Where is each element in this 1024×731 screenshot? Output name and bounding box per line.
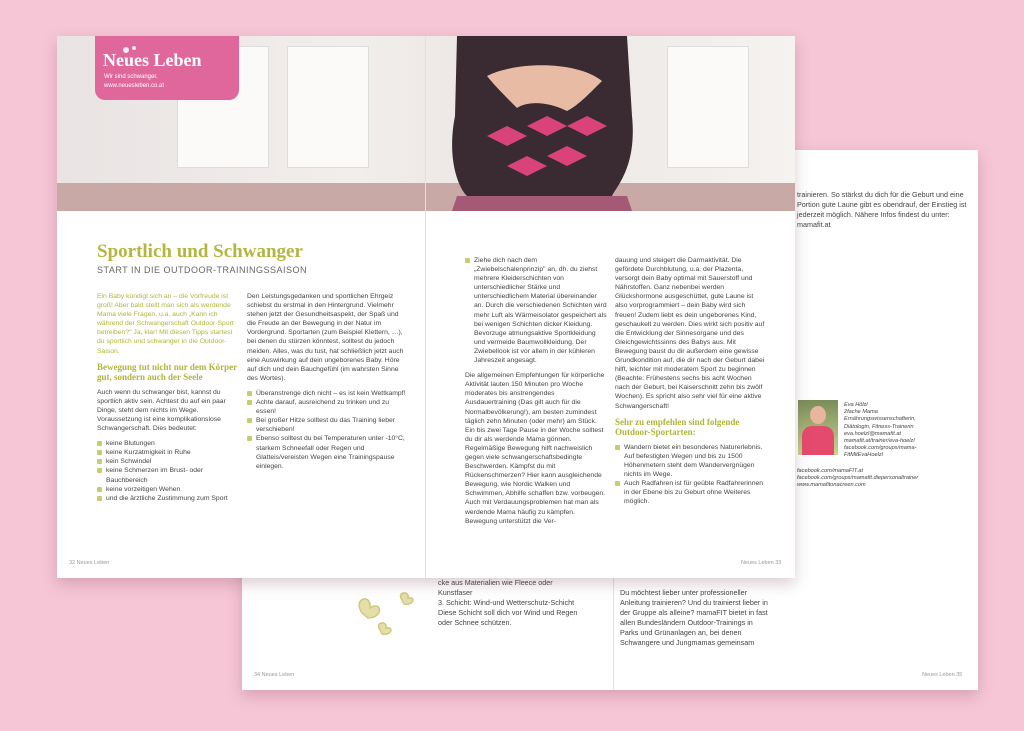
back-top-text: trainieren. So stärkst du dich für die Geburt und eine Portion gute Laune gibt es obendrauf, der Einstieg ist jederzeit möglich. Nähere Infos findest du unter: mamafit.at [797, 190, 967, 229]
folio-right: Neues Leben 35 [922, 672, 963, 678]
folio-left: 34 Neues Leben [254, 672, 295, 678]
body-text: Den Leistungsgedanken und sportlichen Ehrgeiz schiebst du erstmal in den Hintergrund. Vielmehr stehen jetzt der Gesundheitsaspekt, der Spaß und die Freude an der Bewegung in der Natur im Vordergrund. Sportarten (zum Beispiel Klettern, …), bei denen du stürzen könntest, solltest du jedoch meiden. Alles, was du tust, hat schließlich jetzt auch eine Auswirkung auf dein ungeborenes Baby. Höre auf dich und dein Bauchgefühl (im wahrsten Sinne des Wortes). [247, 293, 404, 382]
section-heading: Bewegung tut nicht nur dem Körper gut, sondern auch der Seele [97, 361, 237, 382]
section-heading: Sehr zu empfehlen sind folgende Outdoor-Sportarten: [615, 416, 740, 437]
list-item: kein Schwindel [97, 457, 239, 466]
list-item: und die ärztliche Zustimmung zum Sport [97, 494, 239, 503]
body-text: Auch wenn du schwanger bist, kannst du sportlich aktiv sein. Achtest du auf ein paar Dinge, steht dem nichts im Wege. Voraussetzung ist eine komplikationslose Schwangerschaft. Dies bedeutet: [97, 388, 226, 433]
clothing-list [465, 256, 607, 365]
bio-line: mamafit.at/trainer/eva-hoelzl [844, 438, 915, 445]
list-item: Ziehe dich nach dem „Zwiebelschalenprinzip" an, dh. du ziehst mehrere Kleiderschichten von unterschiedlicher Stärke und unterschiedlichem Material übereinander an. Durch die verschiedenen Schichten wird mehr Luft als Wärmeisolator gespeichert als bei wenigen Schichten dicker Kleidung. Bevorzuge atmungsaktive Sportkleidung und vermeide Baumwollkleidung. Der Zwiebellook ist vor allem in der kühleren Jahreszeit angesagt. [465, 256, 607, 365]
list-item: Auch Radfahren ist für geübte Radfahrerinnen in der Ebene bis zu Geburt ohne Weiteres möglich. [615, 479, 765, 506]
flower-ornament-icon [342, 588, 432, 648]
bio-line: eva.hoelzl@mamafit.at [844, 430, 901, 437]
social-links [797, 468, 967, 490]
intro-text: Ein Baby kündigt sich an – die Vorfreude ist groß! Aber bald stellt man sich als werdende Mama viele Fragen, u.a. auch „Kann ich während der Schwangerschaft Outdoor-Sport betreiben?" Ja, klar! Mit diesen Tipps startest du sportlich und schwanger in die Outdoor-Saison. [97, 293, 234, 355]
list-item: Achte darauf, ausreichend zu trinken und zu essen! [247, 398, 407, 416]
list-item: Ebenso solltest du bei Temperaturen unter -10°C, starkem Schneefall oder Regen und Glatteis/vereisten Wegen eine Trainingspause einlegen. [247, 434, 407, 470]
link-text[interactable]: facebook.com/mamaFIT.at [797, 468, 864, 474]
bio-line: FitMitEvaHoelzl [844, 452, 883, 459]
body-text: Die allgemeinen Empfehlungen für körperliche Aktivität lauten 150 Minuten pro Woche moderates bis anstrengendes Ausdauertraining (Das gilt auch für die Normalbevölkerung!), am besten zumindest täglich zehn Minuten (oder mehr) am Stück. Ein bis zwei Tage Pause in der Woche solltest du dir als werdende Mama gönnen. Regelmäßige Bewegung hilft nachweislich gegen viele schwangerschaftsbedingte Beschwerden. Kämpfst du mit Rückenschmerzen? Hier kann ausgleichende Bewegung, wie Nordic Walken und Schwimmen, Abhilfe schaffen bzw. vorbeugen. Auch mit Verdauungsproblemen hat man als werdende Mama häufig zu kämpfen. Bewegung unterstützt die Ver- [465, 372, 606, 525]
article-subtitle: START IN DIE OUTDOOR-TRAININGSSAISON [97, 265, 308, 275]
requirements-list [97, 439, 239, 503]
list-item: Bei großer Hitze solltest du das Training lieber verschieben! [247, 416, 407, 434]
article-title: Sportlich und Schwanger [97, 241, 303, 262]
link-text[interactable]: facebook.com/groups/mamafit.diepersonaltrainer [797, 475, 919, 482]
list-item: keine Kurzatmigkeit in Ruhe [97, 448, 239, 457]
column-4 [615, 256, 765, 512]
list-item: Überanstrenge dich nicht – es ist kein Wettkampf! [247, 389, 407, 398]
front-spine [425, 36, 426, 578]
list-item: keine Blutungen [97, 439, 239, 448]
pregnant-woman-image [427, 36, 657, 211]
bio-line: Diätologin, Fitness-Trainerin [844, 423, 914, 430]
tips-list [247, 389, 407, 471]
bio-line: facebook.com/groups/mama- [844, 445, 917, 452]
brand-name: Neues Leben [103, 50, 202, 70]
sports-list [615, 443, 765, 507]
author-photo [798, 400, 838, 455]
folio-right: Neues Leben 33 [741, 560, 782, 566]
column-3 [465, 256, 607, 532]
brand-tagline: Wir sind schwanger. [104, 74, 158, 80]
list-item: keine vorzeitigen Wehen [97, 485, 239, 494]
back-right-text: Du möchtest lieber unter professioneller Anleitung trainieren? Und du trainierst lieber in der Gruppe als alleine? mamaFIT bietet in fast allen Bundesländern Outdoor-Trainings in Parks und Grünanlagen an, bei denen Schwangere und Jungmamas gemeinsam [620, 588, 768, 647]
front-page-spread [57, 36, 795, 578]
author-bio [844, 402, 964, 460]
back-left-text [438, 578, 578, 628]
column-1 [97, 292, 239, 509]
magazine-logo [95, 36, 239, 100]
author-name: Eva Hölzl [844, 402, 868, 408]
list-item: Wandern bietet ein besonderes Naturerlebnis. Auf befestigten Wegen und bis zu 1500 Höhenmetern steht dem Wandervergnügen nichts im Wege. [615, 443, 765, 479]
brand-url: www.neuesleben.co.at [104, 83, 165, 89]
bio-line: Ernährungswissenschafterin, [844, 416, 916, 423]
layer-text: 3. Schicht: Wind-und Wetterschutz-Schicht Diese Schicht soll dich vor Wind und Regen oder Schnee schützen. [438, 598, 578, 627]
bio-line: 2fache Mama [844, 409, 878, 416]
column-2 [247, 292, 407, 477]
link-text[interactable]: www.mamafitonacreen.com [797, 482, 866, 489]
list-item: keine Schmerzen im Brust- oder Bauchbereich [97, 466, 239, 484]
layer-text: cke aus Materialien wie Fleece oder Kunstfaser [438, 578, 553, 597]
body-text: dauung und steigert die Darmaktivität. Die gefördete Durchblutung, u.a. der Plazenta, versorgt dein Baby optimal mit Sauerstoff und Nährstoffen. Ganz nebenbei werden Glückshormone ausgeschüttet, gute Laune ist also vorprogrammiert – dein Baby wird sich freuen! Zudem liebt es dein ungeborenes Kind, geschaukelt zu werden. Dies wirkt sich positiv auf die Entwicklung der Sinnesorgane und des Gleichgewichtssinns des Babys aus. Mit Bewegung baust du dir außerdem eine gewisse Grundkondition auf, die dir nach der Geburt dabei hilft, leichter mit moderatem Sport zu beginnen (Beachte: Frühestens sechs bis acht Wochen nach der Geburt, bei Kaiserschnitt zehn bis zwölf Wochen). Es spricht also sehr viel für eine aktive Schwangerschaft! [615, 257, 765, 410]
folio-left: 32 Neues Leben [69, 560, 110, 566]
